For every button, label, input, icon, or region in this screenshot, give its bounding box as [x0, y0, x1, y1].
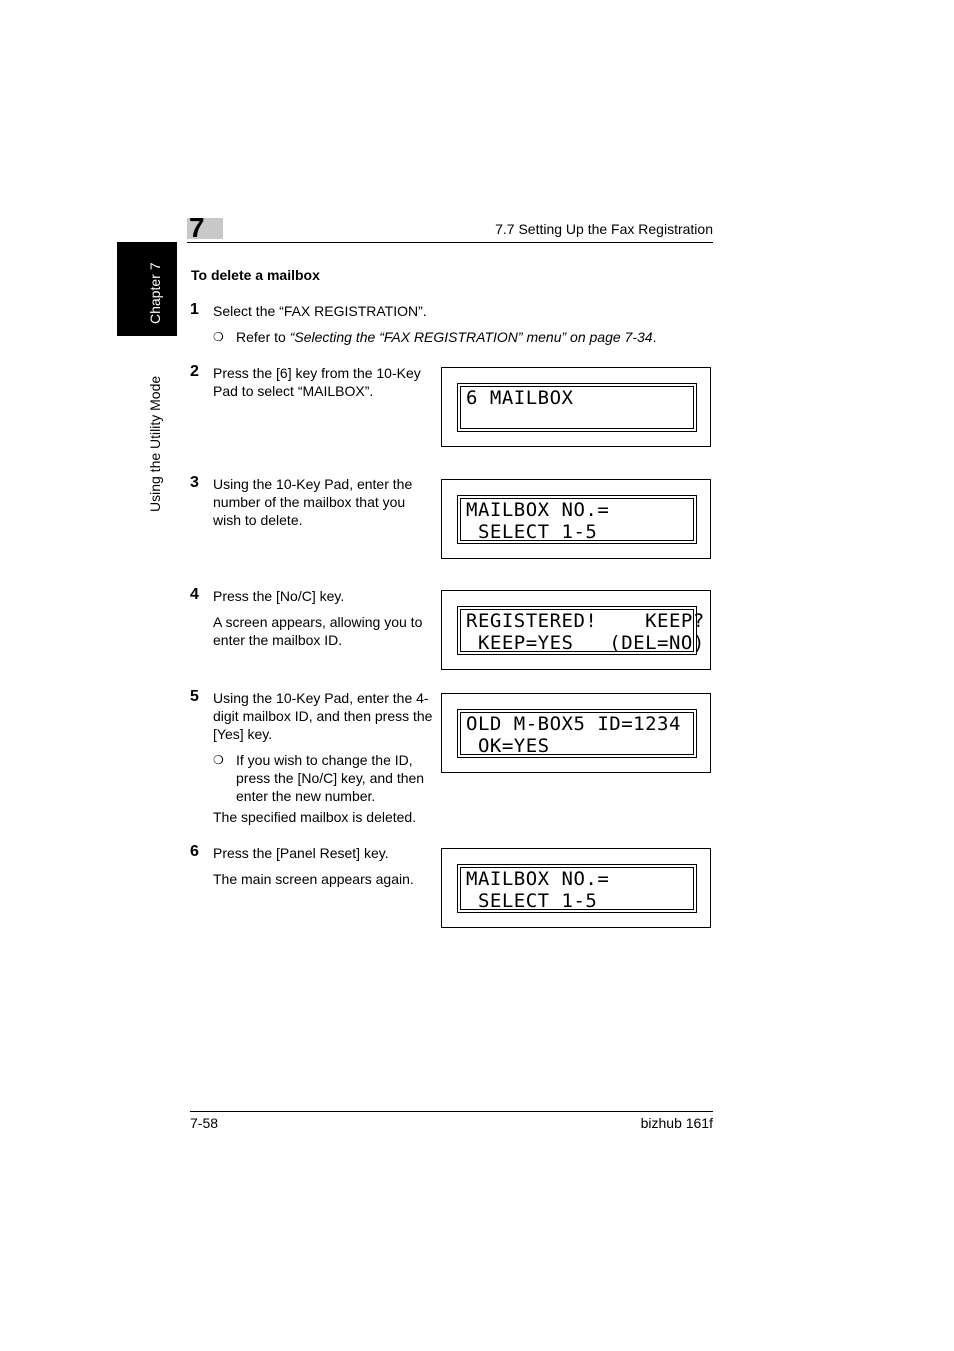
header-divider — [187, 242, 713, 243]
step-number: 5 — [190, 688, 199, 705]
procedure-heading: To delete a mailbox — [191, 267, 320, 283]
chapter-number: 7 — [189, 212, 205, 243]
lcd-screen — [457, 383, 697, 432]
step-note: The specified mailbox is deleted. — [213, 809, 417, 825]
lcd-panel — [441, 848, 711, 928]
step-number: 1 — [190, 301, 199, 318]
step-number: 2 — [190, 363, 199, 380]
step-text: Press the [Panel Reset] key. — [213, 845, 389, 861]
section-side-label: Using the Utility Mode — [147, 375, 163, 512]
lcd-line: MAILBOX NO.= — [466, 499, 610, 521]
lcd-line: OK=YES — [466, 735, 550, 757]
section-title: 7.7 Setting Up the Fax Registration — [495, 221, 713, 237]
lcd-line: MAILBOX NO.= — [466, 868, 610, 890]
reference-note — [236, 328, 706, 346]
step-note: A screen appears, allowing you to enter the mailbox ID. — [213, 614, 423, 648]
footer-divider — [190, 1111, 713, 1112]
lcd-line: OLD M-BOX5 ID=1234 — [466, 713, 681, 735]
lcd-screen — [457, 864, 697, 913]
lcd-line: 6 MAILBOX — [466, 387, 574, 409]
lcd-panel — [441, 693, 711, 773]
lcd-screen — [457, 606, 705, 655]
lcd-panel — [441, 367, 711, 447]
lcd-line: KEEP=YES (DEL=NO) — [466, 632, 705, 654]
step-text: Press the [No/C] key. — [213, 588, 345, 604]
step-number: 3 — [190, 474, 199, 491]
step-text: Select the “FAX REGISTRATION”. — [213, 303, 427, 319]
product-name: bizhub 161f — [640, 1115, 713, 1131]
reference-prefix: Refer to — [236, 329, 290, 345]
step-text: Using the 10-Key Pad, enter the 4-digit mailbox ID, and then press the [Yes] key. — [213, 690, 433, 742]
lcd-panel — [441, 590, 711, 670]
lcd-line: REGISTERED! KEEP? — [466, 610, 705, 632]
step-text: Using the 10-Key Pad, enter the number of the mailbox that you wish to delete. — [213, 476, 413, 528]
chapter-tab-label: Chapter 7 — [147, 262, 163, 324]
bullet-icon: ❍ — [213, 330, 224, 344]
sub-note: If you wish to change the ID, press the [No/C] key, and then enter the new number. — [236, 752, 425, 804]
step-number: 6 — [190, 843, 199, 860]
lcd-screen — [457, 495, 697, 544]
step-note: The main screen appears again. — [213, 871, 414, 887]
step-text: Press the [6] key from the 10-Key Pad to select “MAILBOX”. — [213, 365, 421, 399]
lcd-line: SELECT 1-5 — [466, 890, 598, 912]
reference-suffix: . — [652, 329, 657, 345]
step-number: 4 — [190, 586, 199, 603]
bullet-icon: ❍ — [213, 753, 224, 767]
reference-link: “Selecting the “FAX REGISTRATION” menu” on page 7-34 — [289, 329, 653, 345]
lcd-screen — [457, 709, 697, 758]
lcd-panel — [441, 479, 711, 559]
lcd-line: SELECT 1-5 — [466, 521, 598, 543]
page-number: 7-58 — [190, 1115, 219, 1131]
